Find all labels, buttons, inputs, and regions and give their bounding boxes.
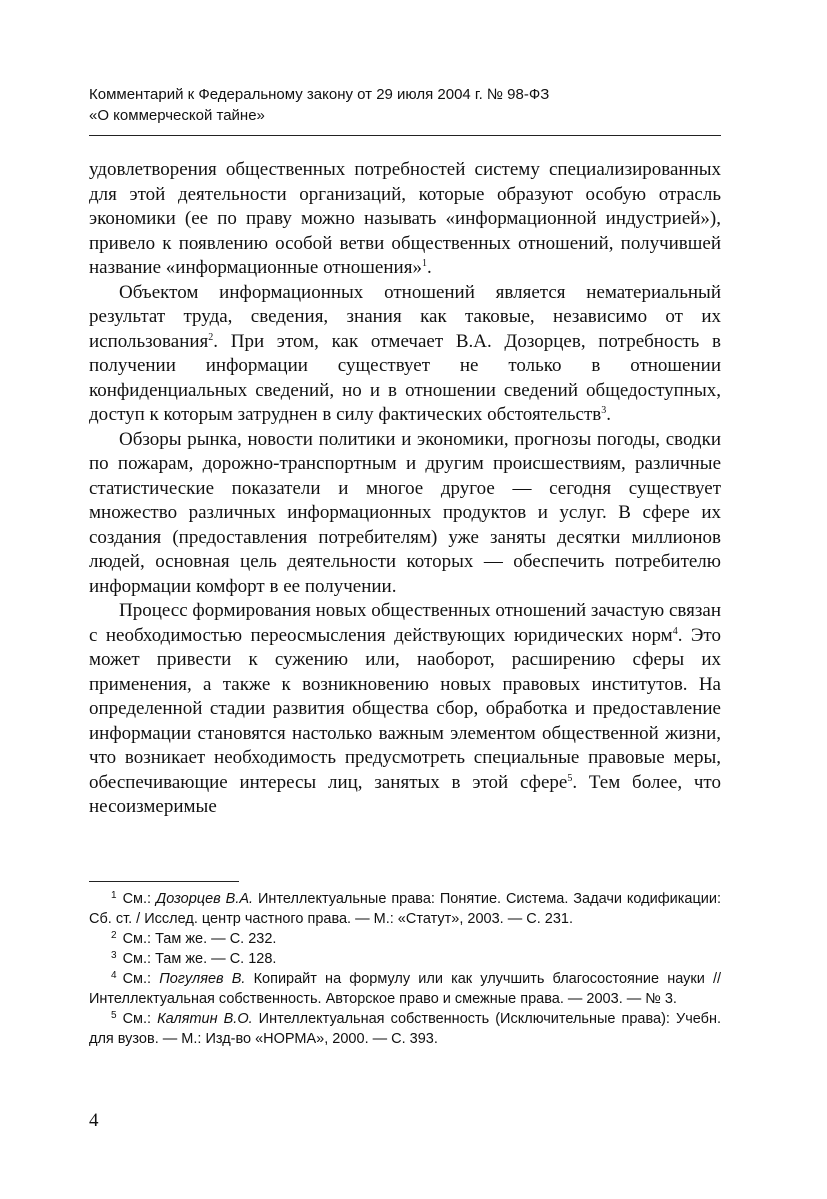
footnote-1: [89, 889, 721, 929]
footnote-ref-3[interactable]: 3: [601, 405, 607, 416]
paragraph-4-text-a: Процесс формирования новых общественных отношений зачастую связан с необходимостью переосмысления действующих юридических норм: [89, 600, 721, 646]
footnote-2: [89, 929, 721, 949]
footnote-ref-2[interactable]: 2: [208, 331, 214, 343]
paragraph-4-text-c: . Тем более, что несоизмеримые: [89, 771, 721, 817]
paragraph-1-text: удовлетворения общественных потребностей систему специализированных для этой деятельности организаций, которые образуют особую отрасль экономики (ее по праву можно называть «информационной индустрией»), привело к появлению особой ветви общественных отношений, получившей название «информационные отношения»: [89, 159, 721, 278]
footnote-author: Калятин В.О.: [157, 1011, 253, 1027]
page-number: 4: [89, 1110, 99, 1131]
header-rule: [89, 135, 721, 136]
paragraph-1: [89, 158, 721, 281]
paragraph-4-text-b: . Это может привести к сужению или, наоборот, расширению сферы их применения, а также к возникновению новых правовых институтов. На определенной стадии развития общества сбор, обработка и предоставление информации становятся настолько важным элементом общественной жизни, что возникает необходимость предусмотреть специальные правовые меры, обеспечивающие интересы лиц, занятых в этой сфере: [89, 624, 721, 793]
footnote-number: 2: [111, 930, 117, 941]
footnote-text: Интеллектуальные права: Понятие. Система. Задачи кодификации: Сб. ст. / Исслед. центр частного права. — М.: «Статут», 2003. — С. 231.: [89, 891, 721, 927]
paragraph-1-end: .: [426, 257, 432, 278]
footnote-number: 4: [111, 970, 117, 981]
main-text: [89, 158, 721, 820]
paragraph-2-end: .: [606, 404, 612, 425]
footnote-rule: [89, 881, 239, 882]
footnote-prefix: См.:: [122, 971, 160, 987]
footnote-prefix: См.:: [122, 891, 156, 907]
footnotes: [89, 889, 721, 1049]
footnote-3: [89, 949, 721, 969]
footnote-author: Дозорцев В.А.: [155, 891, 254, 907]
footnote-number: 5: [111, 1010, 117, 1021]
header-line-2: «О коммерческой тайне»: [89, 107, 265, 124]
footnote-text: Копирайт на формулу или как улучшить благосостояние науки // Интеллектуальная собственность. Авторское право и смежные права. — 2003. — № 3.: [89, 971, 722, 1007]
footnote-ref-4[interactable]: 4: [672, 625, 678, 637]
footnote-4: [89, 969, 721, 1009]
footnote-author: Погуляев В.: [159, 971, 246, 987]
paragraph-2-text-b: . При этом, как отмечает В.А. Дозорцев, потребность в получении информации существует не только в отношении конфиденциальных сведений, но и в отношении сведений общедоступных, доступ к которым затруднен в силу фактических обстоятельств: [89, 330, 721, 425]
footnote-5: [89, 1009, 721, 1049]
footnote-text: См.: Там же. — С. 128.: [122, 951, 277, 967]
footnote-ref-1[interactable]: 1: [421, 258, 427, 269]
footnote-prefix: См.:: [122, 1011, 158, 1027]
footnote-number: 1: [111, 890, 117, 901]
paragraph-2-text-a: Объектом информационных отношений является нематериальный результат труда, сведения, знания как таковые, независимо от их использования: [89, 281, 721, 352]
paragraph-3: Обзоры рынка, новости политики и экономики, прогнозы погоды, сводки по пожарам, дорожно-транспортным и другим происшествиям, различные статистические показатели и многое другое — сегодня существует множество различных информационных продуктов и услуг. В сфере их создания (предоставления потребителям) уже заняты десятки миллионов людей, основная цель деятельности которых — обеспечить потребителю информации комфорт в ее получении.: [89, 428, 721, 597]
header-line-1: Комментарий к Федеральному закону от 29 июля 2004 г. № 98-ФЗ: [89, 86, 550, 103]
paragraph-2: [89, 281, 721, 428]
footnote-ref-5[interactable]: 5: [567, 772, 573, 784]
footnote-text: См.: Там же. — С. 232.: [122, 931, 277, 947]
footnote-text: Интеллектуальная собственность (Исключительные права): Учебн. для вузов. — М.: Изд-во «НОРМА», 2000. — С. 393.: [89, 1011, 721, 1047]
paragraph-4: [89, 599, 721, 820]
running-header: [89, 84, 719, 126]
footnote-number: 3: [111, 950, 117, 961]
